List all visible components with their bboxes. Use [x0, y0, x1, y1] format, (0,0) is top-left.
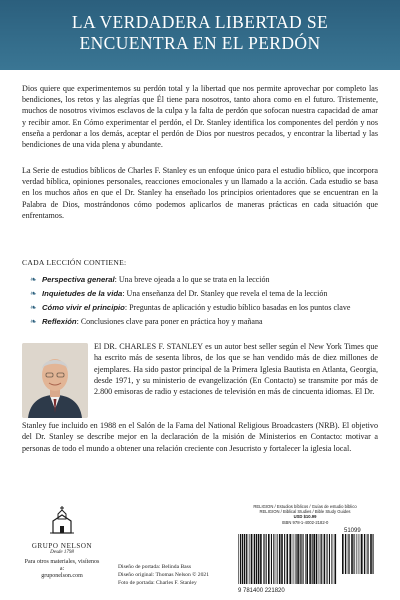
barcode-bar — [312, 534, 313, 584]
bullet-icon: ❧ — [30, 317, 37, 326]
barcode-bar — [313, 534, 315, 584]
barcode-bar — [370, 534, 372, 574]
barcode-bar — [281, 534, 283, 584]
list-item — [30, 287, 378, 301]
publisher-more-line1: Para otros materiales, visítenos a: — [24, 559, 100, 572]
barcode-bar — [319, 534, 320, 584]
price-barcode — [342, 534, 374, 574]
author-bio — [94, 341, 378, 397]
barcode-bar — [256, 534, 257, 584]
barcode-bar — [335, 534, 337, 584]
barcode-bar — [305, 534, 306, 584]
bullet-icon: ❧ — [30, 289, 37, 298]
barcode-bar — [246, 534, 247, 584]
barcode-bar — [301, 534, 302, 584]
lesson-term: Reflexión — [42, 317, 77, 326]
bullet-icon: ❧ — [30, 303, 37, 312]
barcode-bar — [329, 534, 330, 584]
barcode-bar — [248, 534, 249, 584]
category-en: RELIGION / Biblical Studies / Bible Study Guides — [259, 509, 351, 515]
church-logo-icon — [49, 505, 75, 535]
barcode-bar — [358, 534, 359, 574]
barcode-bar — [263, 534, 264, 584]
barcode-bar — [366, 534, 367, 574]
series-paragraph: La Serie de estudios bíblicos de Charles F. Stanley es un enfoque único para el estudio bíblico, que incorpora verdad bíblica, opiniones personales, reacciones emocionales y un llamado a la acción. Cada estudio se basa en los muchos años en que el Dr. Stanley ha enseñado los principios orientadores que se encuentran en la Palabra de Dios, mostrándonos cómo podemos aplicarlos de maneras prácticas en cada situación que enfrentamos. — [22, 166, 378, 220]
lesson-desc: : Conclusiones clave para poner en práctica hoy y mañana — [76, 317, 263, 326]
barcode-bar — [297, 534, 299, 584]
barcode-bar — [373, 534, 374, 574]
barcode-bar — [364, 534, 365, 574]
barcode-bar — [300, 534, 301, 584]
barcode-bar — [324, 534, 326, 584]
price-code: 51099 — [344, 528, 361, 534]
cover-credits — [118, 563, 209, 587]
headline-line-2: ENCUENTRA EN EL PERDÓN — [79, 33, 321, 53]
author-portrait-illustration — [22, 343, 88, 418]
category-es: RELIGION / Estudios bíblicos / Guías de estudio bíblico — [253, 504, 357, 509]
credit-design: Diseño de portada: Belinda Bass — [118, 564, 192, 570]
barcode-bar — [287, 534, 289, 584]
barcode-bar — [333, 534, 334, 584]
lesson-term: Inquietudes de la vida — [42, 289, 123, 298]
barcode-bar — [277, 534, 278, 584]
author-photo — [22, 343, 88, 418]
publisher-since: Desde 1798 — [50, 550, 74, 555]
barcode-bar — [240, 534, 241, 584]
headline-line-1: LA VERDADERA LIBERTAD SE — [71, 12, 329, 32]
publisher-website: gruponelson.com — [41, 573, 83, 579]
barcode-bar — [321, 534, 322, 584]
barcode-bar — [289, 534, 291, 584]
barcode-bar — [351, 534, 353, 574]
barcode-bar — [294, 534, 295, 584]
isbn-barcode — [238, 534, 336, 584]
barcode-bar — [242, 534, 244, 584]
barcode-bar — [347, 534, 348, 574]
isbn-label: ISBN 978-1-4002-2182-0 — [281, 519, 329, 525]
barcode-bar — [279, 534, 281, 584]
barcode-info — [232, 504, 378, 525]
cover-header — [0, 0, 400, 70]
credit-photo: Foto de portada: Charles F. Stanley — [118, 580, 197, 586]
barcode-bar — [368, 534, 369, 574]
intro-paragraph: Dios quiere que experimentemos su perdón total y la libertad que nos permite aprovechar por completo las bendiciones, los retos y las alegrías que Él tiene para nosotros, tanto ahora como en el futuro. Tristemente, muchos de nosotros vivimos esclavos de la culpa y la falta de perdón que sofocan nuestra capacidad de amar y recibir amor. En Cómo experimentar el perdón, el Dr. Stanley identifica los componentes del perdón y nos enseña a perdonar a los demás, aceptar el perdón de Dios por nuestros pecados, y encontrar la libertad y las bendiciones de una vida plena y abundante. — [22, 84, 378, 150]
lesson-term: Perspectiva general — [42, 275, 115, 284]
list-item — [30, 315, 378, 329]
barcode-bar — [254, 534, 256, 584]
lessons-list — [30, 273, 378, 329]
barcode-bar — [331, 534, 332, 584]
barcode-bar — [258, 534, 260, 584]
lesson-desc: : Una enseñanza del Dr. Stanley que revela el tema de la lección — [122, 289, 328, 298]
barcode-bar — [309, 534, 311, 584]
barcode-bar — [320, 534, 321, 584]
barcode-bar — [284, 534, 285, 584]
lesson-term: Cómo vivir el principio — [42, 303, 125, 312]
barcode-bar — [250, 534, 251, 584]
barcode-bar — [360, 534, 361, 574]
barcode-bar — [349, 534, 350, 574]
barcode-graphic — [232, 526, 378, 596]
barcode-bar — [303, 534, 304, 584]
barcode-bar — [238, 534, 239, 584]
barcode-bar — [306, 534, 308, 584]
barcode-bar — [327, 534, 328, 584]
barcode-bar — [354, 534, 355, 574]
barcode-bar — [266, 534, 267, 584]
barcode-bar — [273, 534, 274, 584]
bullet-icon: ❧ — [30, 275, 37, 284]
publisher-logo — [22, 505, 102, 580]
barcode-bar — [356, 534, 357, 574]
lessons-heading: CADA LECCIÓN CONTIENE: — [22, 258, 127, 267]
barcode-bar — [276, 534, 277, 584]
barcode-bar — [268, 534, 270, 584]
barcode-bar — [342, 534, 344, 574]
barcode-bar — [292, 534, 293, 584]
price-label: USD $10.99 — [293, 514, 317, 520]
barcode-bar — [251, 534, 253, 584]
barcode-bar — [367, 534, 368, 574]
barcode-bar — [348, 534, 349, 574]
list-item — [30, 301, 378, 315]
lesson-desc: : Una breve ojeada a lo que se trata en la lección — [114, 275, 270, 284]
author-bio-rest: Stanley fue incluido en 1988 en el Salón de la Fama del National Religious Broadcasters (NRB). El objetivo del Dr. Stanley se describe mejor en la declaración de la misión de Ministerios en Contacto: motivar a personas de todo el mundo a obtener una relación creciente con Jesucristo y fortalecer la iglesia local. — [22, 421, 378, 453]
barcode-bar — [316, 534, 318, 584]
barcode-bar — [361, 534, 363, 574]
publisher-name: GRUPO NELSON — [31, 542, 93, 550]
barcode-bar — [345, 534, 346, 574]
lesson-desc: : Preguntas de aplicación y estudio bíblico basadas en los puntos clave — [124, 303, 351, 312]
barcode-bar — [271, 534, 272, 584]
barcode-bar — [260, 534, 262, 584]
barcode-bar — [244, 534, 245, 584]
author-bio-top: El DR. CHARLES F. STANLEY es un autor best seller según el New York Times que ha escrito más de sesenta libros, de los que se han vendido más de diez millones de ejemplares. Ha sido pastor principal de la Primera Iglesia Bautista en Atlanta, Georgia, desde 1971, y su ministerio de evangelización (En Contacto) se transmite por más de 2.800 emisoras de radio y estaciones de televisión en más de cincuenta idiomas. El Dr. — [94, 342, 378, 397]
barcode-bar — [296, 534, 297, 584]
credit-original: Diseño original: Thomas Nelson © 2021 — [118, 572, 209, 578]
list-item — [30, 273, 378, 287]
barcode-number: 9 781400 221820 — [238, 588, 285, 594]
barcode-bar — [264, 534, 265, 584]
